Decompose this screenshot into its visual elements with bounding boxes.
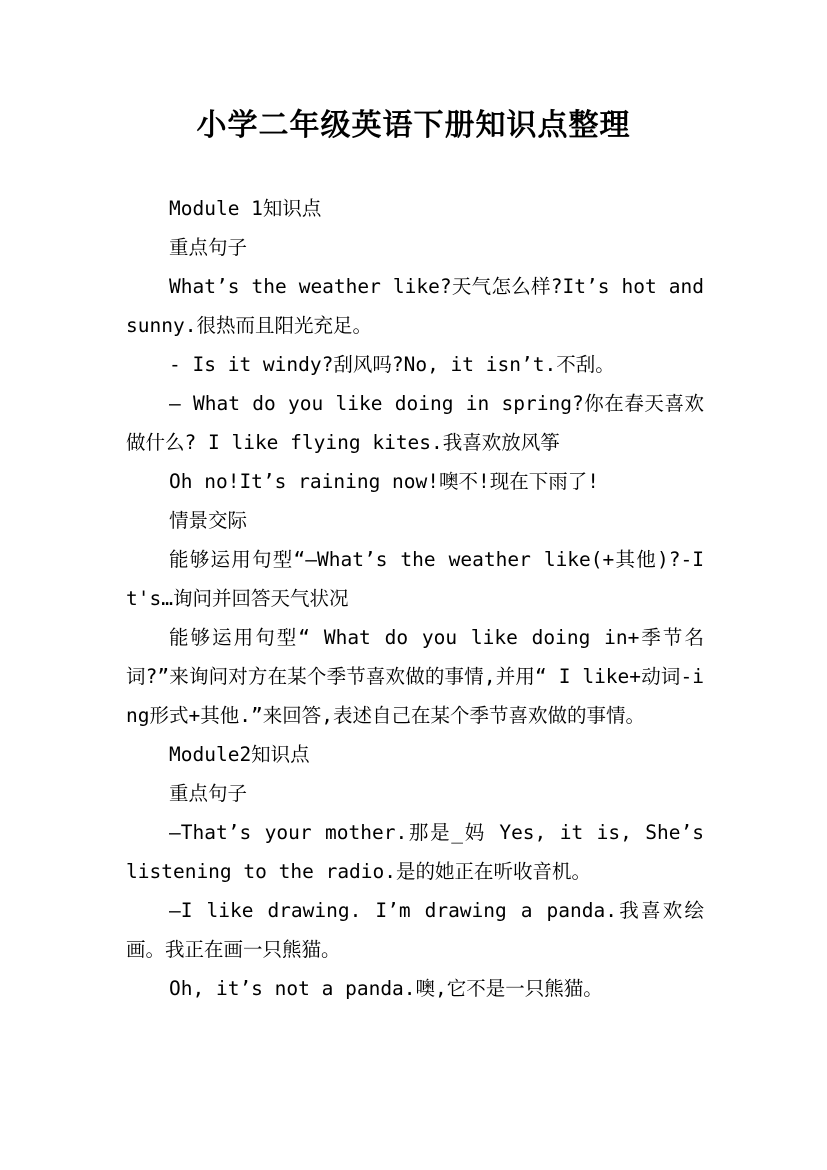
paragraph-key-sentences-heading: 重点句子 — [169, 236, 248, 259]
paragraph-mother-radio: —That’s your mother.那是_妈 Yes, it is, She’s listening to the radio.是的她正在听收音机。 — [126, 821, 704, 883]
paragraph-spring-question: — What do you like doing in spring?你在春天喜欢做什么? I like flying kites.我喜欢放风筝 — [126, 392, 704, 454]
paragraph-drawing-panda: —I like drawing. I’m drawing a panda.我喜欢绘画。我正在画一只熊猫。 — [126, 899, 704, 961]
paragraph-not-panda: Oh, it’s not a panda.噢,它不是一只熊猫。 — [169, 977, 603, 1000]
paragraph-communication-heading: 情景交际 — [169, 509, 248, 532]
paragraph-module2-heading: Module2知识点 — [169, 743, 310, 766]
paragraph-weather-question: What’s the weather like?天气怎么样?It’s hot and sunny.很热而且阳光充足。 — [126, 275, 704, 337]
document-body — [126, 189, 704, 1008]
document-title: 小学二年级英语下册知识点整理 — [196, 108, 631, 143]
paragraph-key-sentences-heading-2: 重点句子 — [169, 782, 248, 805]
paragraph-module1-heading: Module 1知识点 — [169, 197, 322, 220]
paragraph-raining: Oh no!It’s raining now!噢不!现在下雨了! — [169, 470, 599, 493]
paragraph-weather-pattern: 能够运用句型“—What’s the weather like(+其他)?-It's…询问并回答天气状况 — [126, 548, 704, 610]
paragraph-windy-question: - Is it windy?刮风吗?No, it isn’t.不刮。 — [169, 353, 615, 376]
paragraph-season-pattern: 能够运用句型“ What do you like doing in+季节名词?”来询问对方在某个季节喜欢做的事情,并用“ I like+动词-ing形式+其他.”来回答,表述自己在某个季节喜欢做的事情。 — [126, 626, 704, 727]
